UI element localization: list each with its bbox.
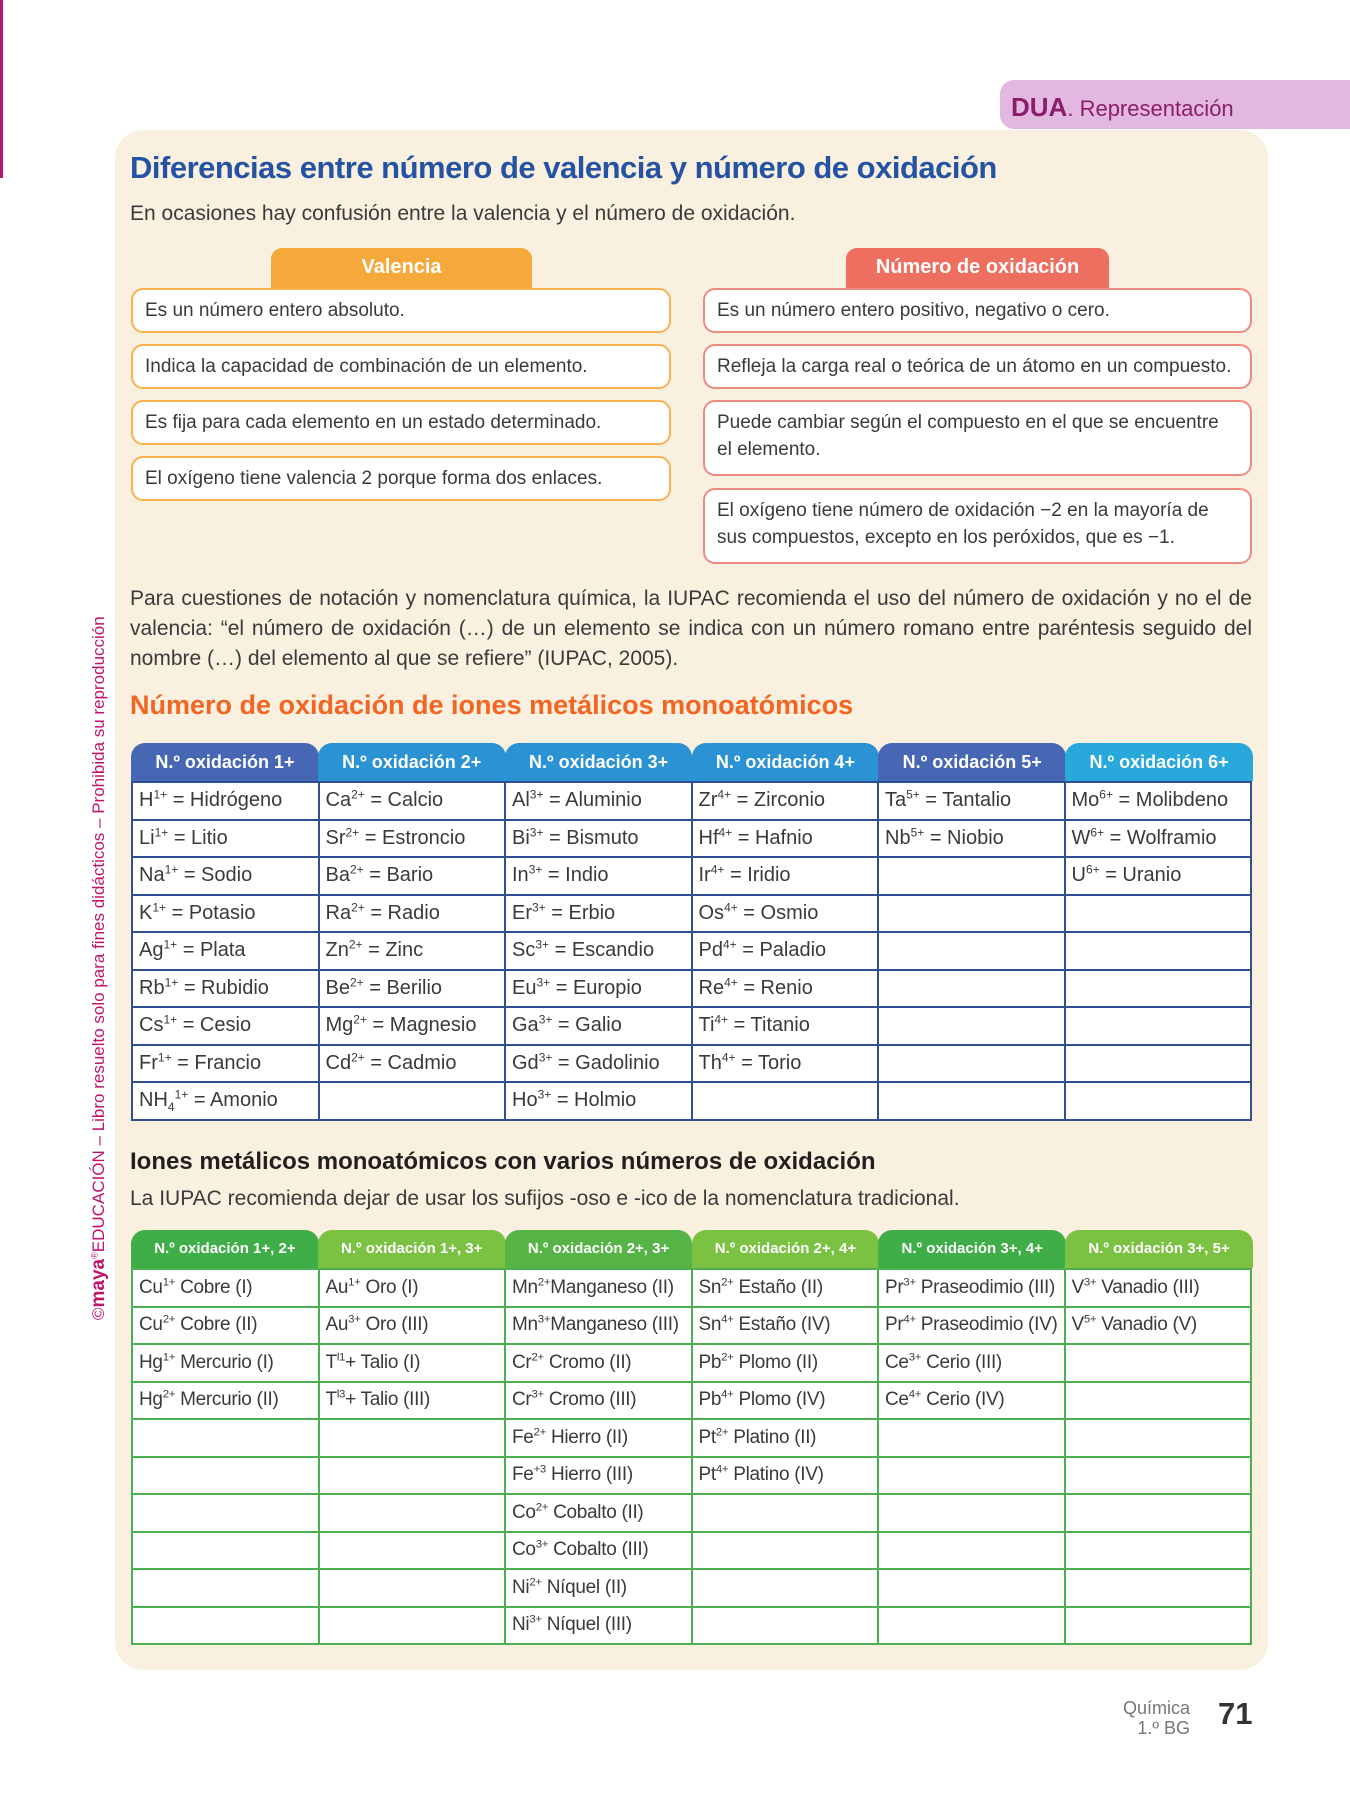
table-cell: $Ni^{2+}$ Níquel (II) <box>505 1569 692 1607</box>
table-row <box>132 1307 1251 1345</box>
valencia-item: Es fija para cada elemento en un estado determinado. <box>131 400 671 445</box>
table-cell: $Cs^{1+}$ = Cesio <box>132 1007 319 1045</box>
table-cell: $Au^{3+}$ Oro (III) <box>319 1307 506 1345</box>
table-cell: $Co^{3+}$ Cobalto (III) <box>505 1532 692 1570</box>
dua-subtitle: . Representación <box>1067 96 1234 121</box>
table-cell: $Pd^{4+}$ = Paladio <box>692 932 879 970</box>
table-cell <box>319 1532 506 1570</box>
table-row <box>132 1082 1251 1120</box>
table2-column-header: N.º oxidación 2+, 4+ <box>692 1230 880 1268</box>
table-cell <box>1065 895 1252 933</box>
footer-subject <box>1100 1698 1190 1738</box>
table-cell <box>878 1494 1065 1532</box>
table-cell <box>878 1569 1065 1607</box>
table-cell: $Nb^{5+}$ = Niobio <box>878 820 1065 858</box>
table-cell <box>692 1082 879 1120</box>
table-cell <box>1065 932 1252 970</box>
table-row <box>132 1569 1251 1607</box>
table-cell: $Pr^{3+}$ Praseodimio (III) <box>878 1269 1065 1307</box>
valencia-header: Valencia <box>271 248 532 288</box>
table-cell <box>878 895 1065 933</box>
table-cell <box>878 1607 1065 1645</box>
table-cell: $Zr^{4+}$ = Zirconio <box>692 782 879 820</box>
table-cell <box>1065 1045 1252 1083</box>
table-cell <box>878 970 1065 1008</box>
dua-banner <box>1000 80 1350 129</box>
oxidation-table <box>131 743 1252 1121</box>
table2-subtitle: La IUPAC recomienda dejar de usar los sufijos -oso e -ico de la nomenclatura tradicional. <box>130 1187 960 1210</box>
table-cell: $Be^{2+}$ = Berilio <box>319 970 506 1008</box>
table-cell <box>319 1457 506 1495</box>
copyright-side-text: ©maya®EDUCACIÓN – Libro resuelto solo para fines didácticos – Prohibida su reproducción <box>88 616 109 1320</box>
table-row <box>132 1607 1251 1645</box>
table-cell <box>1065 1082 1252 1120</box>
table-cell: $Ba^{2+}$ = Bario <box>319 857 506 895</box>
table-cell: $Bi^{3+}$ = Bismuto <box>505 820 692 858</box>
table-cell <box>132 1494 319 1532</box>
table-cell: $Th^{4+}$ = Torio <box>692 1045 879 1083</box>
table-cell: $Rb^{1+}$ = Rubidio <box>132 970 319 1008</box>
table-cell: $Ni^{3+}$ Níquel (III) <box>505 1607 692 1645</box>
table-cell: $Al^{3+}$ = Aluminio <box>505 782 692 820</box>
table-cell <box>319 1569 506 1607</box>
table-cell: $Cd^{2+}$ = Cadmio <box>319 1045 506 1083</box>
table-cell: $Au^{1+}$ Oro (I) <box>319 1269 506 1307</box>
oxidacion-item: El oxígeno tiene número de oxidación −2 en la mayoría de sus compuestos, excepto en los peróxidos, que es −1. <box>703 488 1252 564</box>
table-cell: $Mn^{2+}Manganeso$ (II) <box>505 1269 692 1307</box>
table-cell <box>1065 1494 1252 1532</box>
table-row <box>132 820 1251 858</box>
table-cell <box>878 1532 1065 1570</box>
table-cell <box>132 1457 319 1495</box>
table-row <box>132 1494 1251 1532</box>
table-cell <box>319 1419 506 1457</box>
table-cell <box>878 932 1065 970</box>
table-cell: $Sn^{4+}$ Estaño (IV) <box>692 1307 879 1345</box>
table-cell <box>878 1082 1065 1120</box>
table-row <box>132 857 1251 895</box>
table-cell: $Pb^{2+}$ Plomo (II) <box>692 1344 879 1382</box>
table-cell: $Ag^{1+}$ = Plata <box>132 932 319 970</box>
table-cell <box>319 1607 506 1645</box>
table-cell <box>1065 1382 1252 1420</box>
table-cell: $V^{5+}$ Vanadio (V) <box>1065 1307 1252 1345</box>
table-cell: $Cr^{3+}$ Cromo (III) <box>505 1382 692 1420</box>
table2-body <box>131 1268 1252 1645</box>
table-cell <box>319 1082 506 1120</box>
table-cell <box>878 1045 1065 1083</box>
table-row <box>132 932 1251 970</box>
table-row <box>132 1382 1251 1420</box>
table-cell: $Na^{1+}$ = Sodio <box>132 857 319 895</box>
copyright-notice: EDUCACIÓN – Libro resuelto solo para fines didácticos – Prohibida su reproducción <box>89 616 108 1253</box>
table-cell: $Fe^{+3}$ Hierro (III) <box>505 1457 692 1495</box>
table-cell: $W^{6+}$ = Wolframio <box>1065 820 1252 858</box>
table-cell <box>1065 1007 1252 1045</box>
table-cell: $Sn^{2+}$ Estaño (II) <box>692 1269 879 1307</box>
table-cell <box>1065 1419 1252 1457</box>
table2-column-header: N.º oxidación 1+, 3+ <box>318 1230 506 1268</box>
table-cell <box>878 1007 1065 1045</box>
table-row <box>132 1532 1251 1570</box>
table-cell <box>1065 1532 1252 1570</box>
table-cell: $Mg^{2+}$ = Magnesio <box>319 1007 506 1045</box>
iupac-paragraph: Para cuestiones de notación y nomenclatura química, la IUPAC recomienda el uso del número de oxidación y no el de valencia: “el número de oxidación (…) de un elemento se indica con un número romano entre paréntesis seguido del nombre (…) del elemento al que se refiere” (IUPAC, 2005). <box>130 587 1252 670</box>
table-cell: $Mn^{3+}Manganeso$ (III) <box>505 1307 692 1345</box>
table-cell: $Ra^{2+}$ = Radio <box>319 895 506 933</box>
oxidacion-item: Es un número entero positivo, negativo o cero. <box>703 288 1252 333</box>
table-row <box>132 970 1251 1008</box>
table-cell: $Pr^{4+}$ Praseodimio (IV) <box>878 1307 1065 1345</box>
valencia-item: Indica la capacidad de combinación de un elemento. <box>131 344 671 389</box>
table-cell: $V^{3+}$ Vanadio (III) <box>1065 1269 1252 1307</box>
table-cell <box>319 1494 506 1532</box>
table-row <box>132 782 1251 820</box>
table2-column-header: N.º oxidación 3+, 4+ <box>878 1230 1066 1268</box>
table-row <box>132 895 1251 933</box>
table-cell: $Cr^{2+}$ Cromo (II) <box>505 1344 692 1382</box>
table-row <box>132 1007 1251 1045</box>
table-cell: $K^{1+}$ = Potasio <box>132 895 319 933</box>
table-cell: $Hg^{1+}$ Mercurio (I) <box>132 1344 319 1382</box>
table2-header-row <box>131 1230 1252 1268</box>
table-cell: $Ga^{3+}$ = Galio <box>505 1007 692 1045</box>
table-cell <box>692 1494 879 1532</box>
table-cell: $Gd^{3+}$ = Gadolinio <box>505 1045 692 1083</box>
table-row <box>132 1045 1251 1083</box>
table-cell: $Zn^{2+}$ = Zinc <box>319 932 506 970</box>
oxidacion-item: Refleja la carga real o teórica de un átomo en un compuesto. <box>703 344 1252 389</box>
brand-logo: maya <box>88 1258 109 1308</box>
table-cell <box>692 1532 879 1570</box>
table-cell <box>878 1419 1065 1457</box>
table1-column-header: N.º oxidación 4+ <box>692 743 880 781</box>
table-cell: $Os^{4+}$ = Osmio <box>692 895 879 933</box>
table-cell <box>1065 1569 1252 1607</box>
oxidacion-header: Número de oxidación <box>846 248 1109 288</box>
table-row <box>132 1344 1251 1382</box>
table-cell: $NH_4^{1+}$ = Amonio <box>132 1082 319 1120</box>
valencia-item: Es un número entero absoluto. <box>131 288 671 333</box>
table-cell <box>1065 970 1252 1008</box>
table2-column-header: N.º oxidación 1+, 2+ <box>131 1230 319 1268</box>
table-cell: $Co^{2+}$ Cobalto (II) <box>505 1494 692 1532</box>
table-cell: $Ce^{4+}$ Cerio (IV) <box>878 1382 1065 1420</box>
table-cell: $Cu^{2+}$ Cobre (II) <box>132 1307 319 1345</box>
table1-column-header: N.º oxidación 6+ <box>1065 743 1253 781</box>
dua-label: DUA <box>1011 92 1068 122</box>
table-cell: $Re^{4+}$ = Renio <box>692 970 879 1008</box>
table-cell: $Cu^{1+}$ Cobre (I) <box>132 1269 319 1307</box>
table1-title: Número de oxidación de iones metálicos monoatómicos <box>130 690 854 720</box>
table-cell <box>132 1569 319 1607</box>
table2-column-header: N.º oxidación 3+, 5+ <box>1065 1230 1253 1268</box>
table1-column-header: N.º oxidación 3+ <box>505 743 693 781</box>
table-cell: $T^{l3}+$ Talio (III) <box>319 1382 506 1420</box>
table-cell: $Ce^{3+}$ Cerio (III) <box>878 1344 1065 1382</box>
table-cell: $T^{l1}+$ Talio (I) <box>319 1344 506 1382</box>
table-cell: $Hg^{2+}$ Mercurio (II) <box>132 1382 319 1420</box>
table-cell <box>132 1419 319 1457</box>
table-cell <box>692 1569 879 1607</box>
table-cell: $Sr^{2+}$ = Estroncio <box>319 820 506 858</box>
table-cell: $Ti^{4+}$ = Titanio <box>692 1007 879 1045</box>
subject-name: Química <box>1122 1698 1190 1718</box>
table2-column-header: N.º oxidación 2+, 3+ <box>505 1230 693 1268</box>
table-cell: $Er^{3+}$ = Erbio <box>505 895 692 933</box>
table-cell: $Fe^{2+}$ Hierro (II) <box>505 1419 692 1457</box>
table1-column-header: N.º oxidación 2+ <box>318 743 506 781</box>
table-cell: $In^{3+}$ = Indio <box>505 857 692 895</box>
table-cell: $Pt^{4+}$ Platino (IV) <box>692 1457 879 1495</box>
table-cell <box>1065 1607 1252 1645</box>
oxidacion-item: Puede cambiar según el compuesto en el que se encuentre el elemento. <box>703 400 1252 476</box>
table-cell: $Ir^{4+}$ = Iridio <box>692 857 879 895</box>
intro-text: En ocasiones hay confusión entre la valencia y el número de oxidación. <box>130 202 796 225</box>
table-cell <box>132 1532 319 1570</box>
page-title: Diferencias entre número de valencia y número de oxidación <box>130 150 997 185</box>
table1-header-row <box>131 743 1252 781</box>
page-number: 71 <box>1218 1696 1253 1731</box>
table2-title: Iones metálicos monoatómicos con varios números de oxidación <box>130 1148 876 1175</box>
table-cell: $H^{1+}$ = Hidrógeno <box>132 782 319 820</box>
valencia-item: El oxígeno tiene valencia 2 porque forma dos enlaces. <box>131 456 671 501</box>
table-cell: $U^{6+}$ = Uranio <box>1065 857 1252 895</box>
table-cell: $Eu^{3+}$ = Europio <box>505 970 692 1008</box>
table1-column-header: N.º oxidación 5+ <box>878 743 1066 781</box>
table-cell <box>878 1457 1065 1495</box>
table-cell: $Ta^{5+}$ = Tantalio <box>878 782 1065 820</box>
table-cell: $Hf^{4+}$ = Hafnio <box>692 820 879 858</box>
table-cell <box>1065 1457 1252 1495</box>
table-cell: $Fr^{1+}$ = Francio <box>132 1045 319 1083</box>
table1-body <box>131 781 1252 1121</box>
table-cell: $Sc^{3+}$ = Escandio <box>505 932 692 970</box>
table-cell <box>878 857 1065 895</box>
table-cell: $Pt^{2+}$ Platino (II) <box>692 1419 879 1457</box>
table-row <box>132 1457 1251 1495</box>
table1-column-header: N.º oxidación 1+ <box>131 743 319 781</box>
table-cell <box>692 1607 879 1645</box>
multi-oxidation-table <box>131 1230 1252 1645</box>
table-cell: $Mo^{6+}$ = Molibdeno <box>1065 782 1252 820</box>
table-cell: $Ho^{3+}$ = Holmio <box>505 1082 692 1120</box>
edge-accent-bar <box>0 0 3 178</box>
table-row <box>132 1269 1251 1307</box>
table-cell <box>1065 1344 1252 1382</box>
grade-label: 1.º BG <box>1137 1718 1190 1738</box>
table-cell: $Pb^{4+}$ Plomo (IV) <box>692 1382 879 1420</box>
table-cell <box>132 1607 319 1645</box>
table-cell: $Ca^{2+}$ = Calcio <box>319 782 506 820</box>
table-cell: $Li^{1+}$ = Litio <box>132 820 319 858</box>
table-row <box>132 1419 1251 1457</box>
